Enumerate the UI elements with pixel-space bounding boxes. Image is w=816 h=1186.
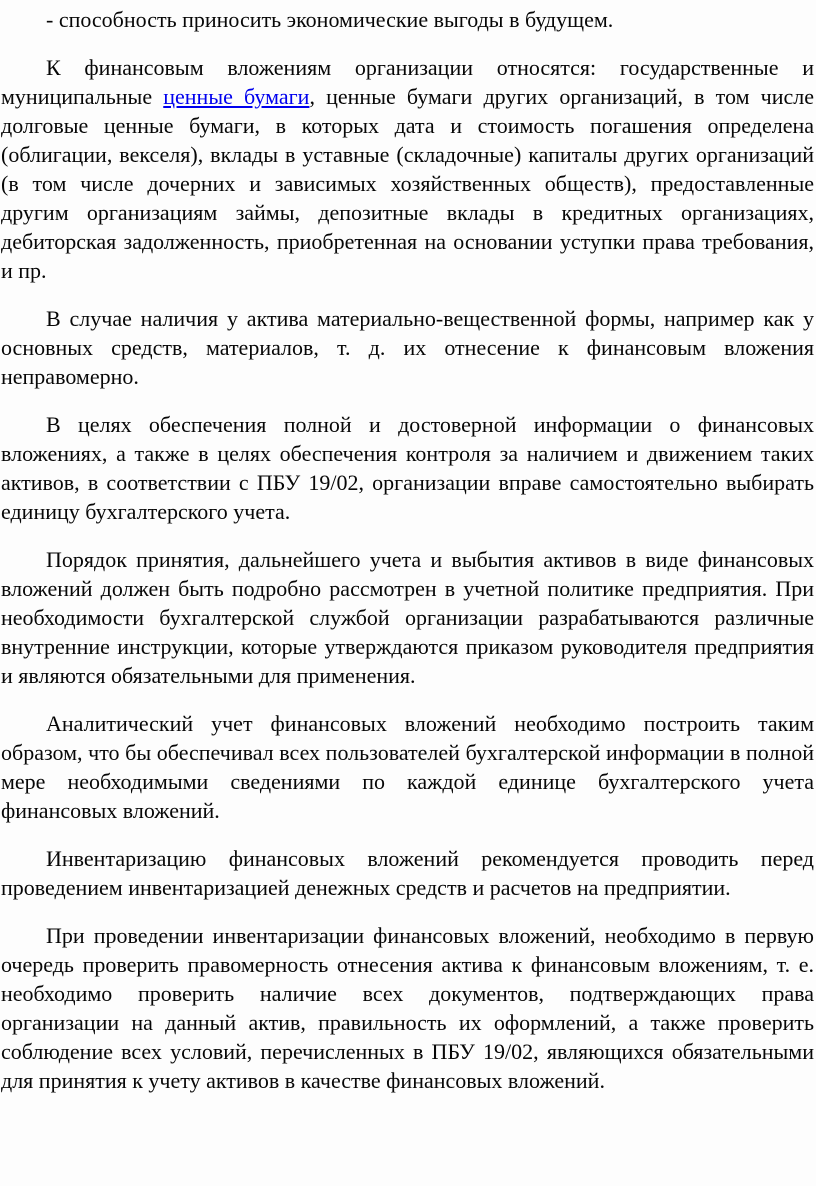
paragraph-accounting-unit: В целях обеспечения полной и достоверной информации о финансовых вложениях, а также в целях обеспечения контроля за наличием и движением таких активов, в соответствии с ПБУ 19/02, организации вправе самостоятельно выбирать единицу бухгалтерского учета.	[1, 412, 814, 524]
paragraph-economic-benefit: - способность приносить экономические выгоды в будущем.	[46, 7, 614, 32]
paragraph-text-before-link: К финансовым вложениям организации относятся: государственные и муниципальные	[1, 55, 814, 109]
paragraph-text-after-link: , ценные бумаги других организаций, в том числе долговые ценные бумаги, в которых дата и стоимость погашения определена (облигации, векселя), вклады в уставные (складочные) капиталы других организаций (в том числе дочерних и зависимых хозяйственных обществ), предоставленные другим организациям займы, депозитные вклады в кредитных организациях, дебиторская задолженность, приобретенная на основании уступки права требования, и пр.	[1, 84, 815, 283]
paragraph-accounting-policy: Порядок принятия, дальнейшего учета и выбытия активов в виде финансовых вложений должен быть подробно рассмотрен в учетной политике предприятия. При необходимости бухгалтерской службой организации разрабатываются различные внутренние инструкции, которые утверждаются приказом руководителя предприятия и являются обязательными для применения.	[1, 547, 814, 688]
paragraph-analytical-accounting: Аналитический учет финансовых вложений необходимо построить таким образом, что бы обеспечивал всех пользователей бухгалтерской информации в полной мере необходимыми сведениями по каждой единице бухгалтерского учета финансовых вложений.	[1, 711, 814, 823]
paragraph-inventory-procedure: При проведении инвентаризации финансовых вложений, необходимо в первую очередь проверить правомерность отнесения актива к финансовым вложениям, т. е. необходимо проверить наличие всех документов, подтверждающих права организации на данный актив, правильность их оформлений, а также проверить соблюдение всех условий, перечисленных в ПБУ 19/02, являющихся обязательными для принятия к учету активов в качестве финансовых вложений.	[1, 923, 814, 1093]
paragraph-inventory-recommendation: Инвентаризацию финансовых вложений рекомендуется проводить перед проведением инвентаризацией денежных средств и расчетов на предприятии.	[1, 846, 814, 900]
paragraph-financial-investments-list	[1, 53, 814, 285]
link-tsennye-bumagi[interactable]: ценные бумаги	[163, 84, 310, 109]
paragraph-material-form: В случае наличия у актива материально-вещественной формы, например как у основных средств, материалов, т. д. их отнесение к финансовым вложения неправомерно.	[1, 306, 814, 389]
